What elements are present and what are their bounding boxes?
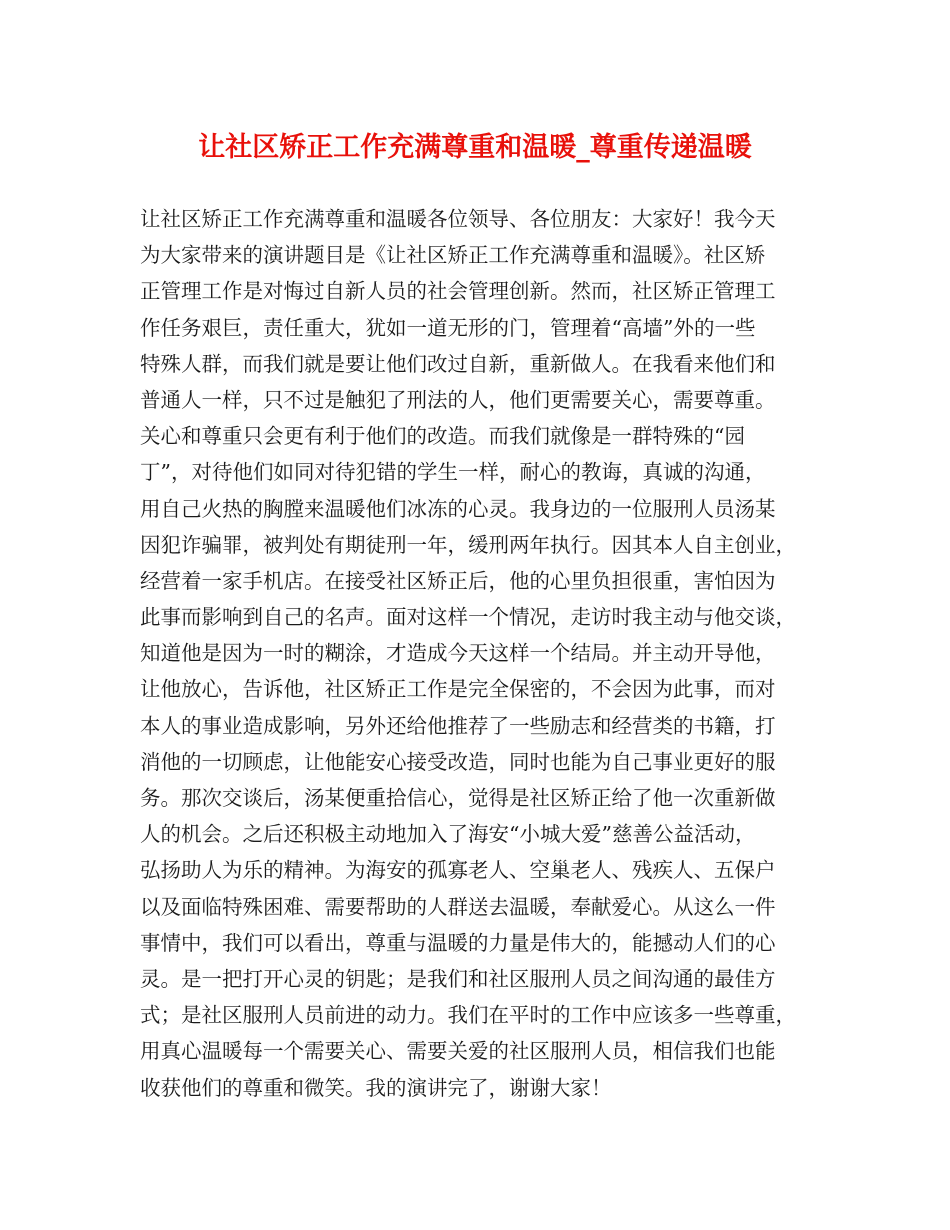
document-body [140, 201, 820, 1106]
document-title: 让社区矫正工作充满尊重和温暖_尊重传递温暖 [198, 132, 752, 163]
body-line: 以及面临特殊困难、需要帮助的人群送去温暖，奉献爱心。从这么一件 [140, 894, 776, 919]
body-line: 知道他是因为一时的糊涂，才造成今天这样一个结局。并主动开导他， [140, 641, 776, 666]
body-line: 用自己火热的胸膛来温暖他们冰冻的心灵。我身边的一位服刑人员汤某 [140, 496, 776, 521]
body-line: 经营着一家手机店。在接受社区矫正后，他的心里负担很重，害怕因为 [140, 568, 776, 593]
body-line: 人的机会。之后还积极主动地加入了海安“小城大爱”慈善公益活动， [140, 822, 756, 847]
body-line: 消他的一切顾虑，让他能安心接受改造，同时也能为自己事业更好的服 [140, 749, 776, 774]
body-line: 正管理工作是对悔过自新人员的社会管理创新。然而，社区矫正管理工 [140, 279, 776, 304]
body-line: 此事而影响到自己的名声。面对这样一个情况，走访时我主动与他交谈， [140, 605, 796, 630]
body-line: 作任务艰巨，责任重大，犹如一道无形的门，管理着“高墙”外的一些 [140, 315, 756, 340]
body-line: 因犯诈骗罪，被判处有期徒刑一年，缓刑两年执行。因其本人自主创业， [140, 532, 796, 557]
body-line: 让他放心，告诉他，社区矫正工作是完全保密的，不会因为此事，而对 [140, 677, 776, 702]
body-line: 弘扬助人为乐的精神。为海安的孤寡老人、空巢老人、残疾人、五保户 [140, 858, 776, 883]
body-line: 务。那次交谈后，汤某便重拾信心，觉得是社区矫正给了他一次重新做 [140, 786, 776, 810]
body-line: 让社区矫正工作充满尊重和温暖各位领导、各位朋友：大家好！我今天 [140, 207, 776, 231]
body-line: 为大家带来的演讲题目是《让社区矫正工作充满尊重和温暖》。社区矫 [140, 243, 766, 268]
body-line: 式；是社区服刑人员前进的动力。我们在平时的工作中应该多一些尊重， [140, 1003, 796, 1028]
body-line: 用真心温暖每一个需要关心、需要关爱的社区服刑人员，相信我们也能 [140, 1039, 776, 1064]
body-line: 普通人一样，只不过是触犯了刑法的人，他们更需要关心，需要尊重。 [140, 387, 776, 412]
body-line: 丁”，对待他们如同对待犯错的学生一样，耐心的教诲，真诚的沟通， [140, 460, 766, 485]
body-line: 事情中，我们可以看出，尊重与温暖的力量是伟大的，能撼动人们的心 [140, 930, 776, 955]
body-line: 关心和尊重只会更有利于他们的改造。而我们就像是一群特殊的“园 [140, 424, 745, 449]
body-line: 本人的事业造成影响，另外还给他推荐了一些励志和经营类的书籍，打 [140, 713, 776, 738]
body-line: 收获他们的尊重和微笑。我的演讲完了，谢谢大家！ [140, 1075, 612, 1100]
body-line: 特殊人群，而我们就是要让他们改过自新，重新做人。在我看来他们和 [140, 351, 776, 376]
body-line: 灵。是一把打开心灵的钥匙；是我们和社区服刑人员之间沟通的最佳方 [140, 966, 776, 991]
